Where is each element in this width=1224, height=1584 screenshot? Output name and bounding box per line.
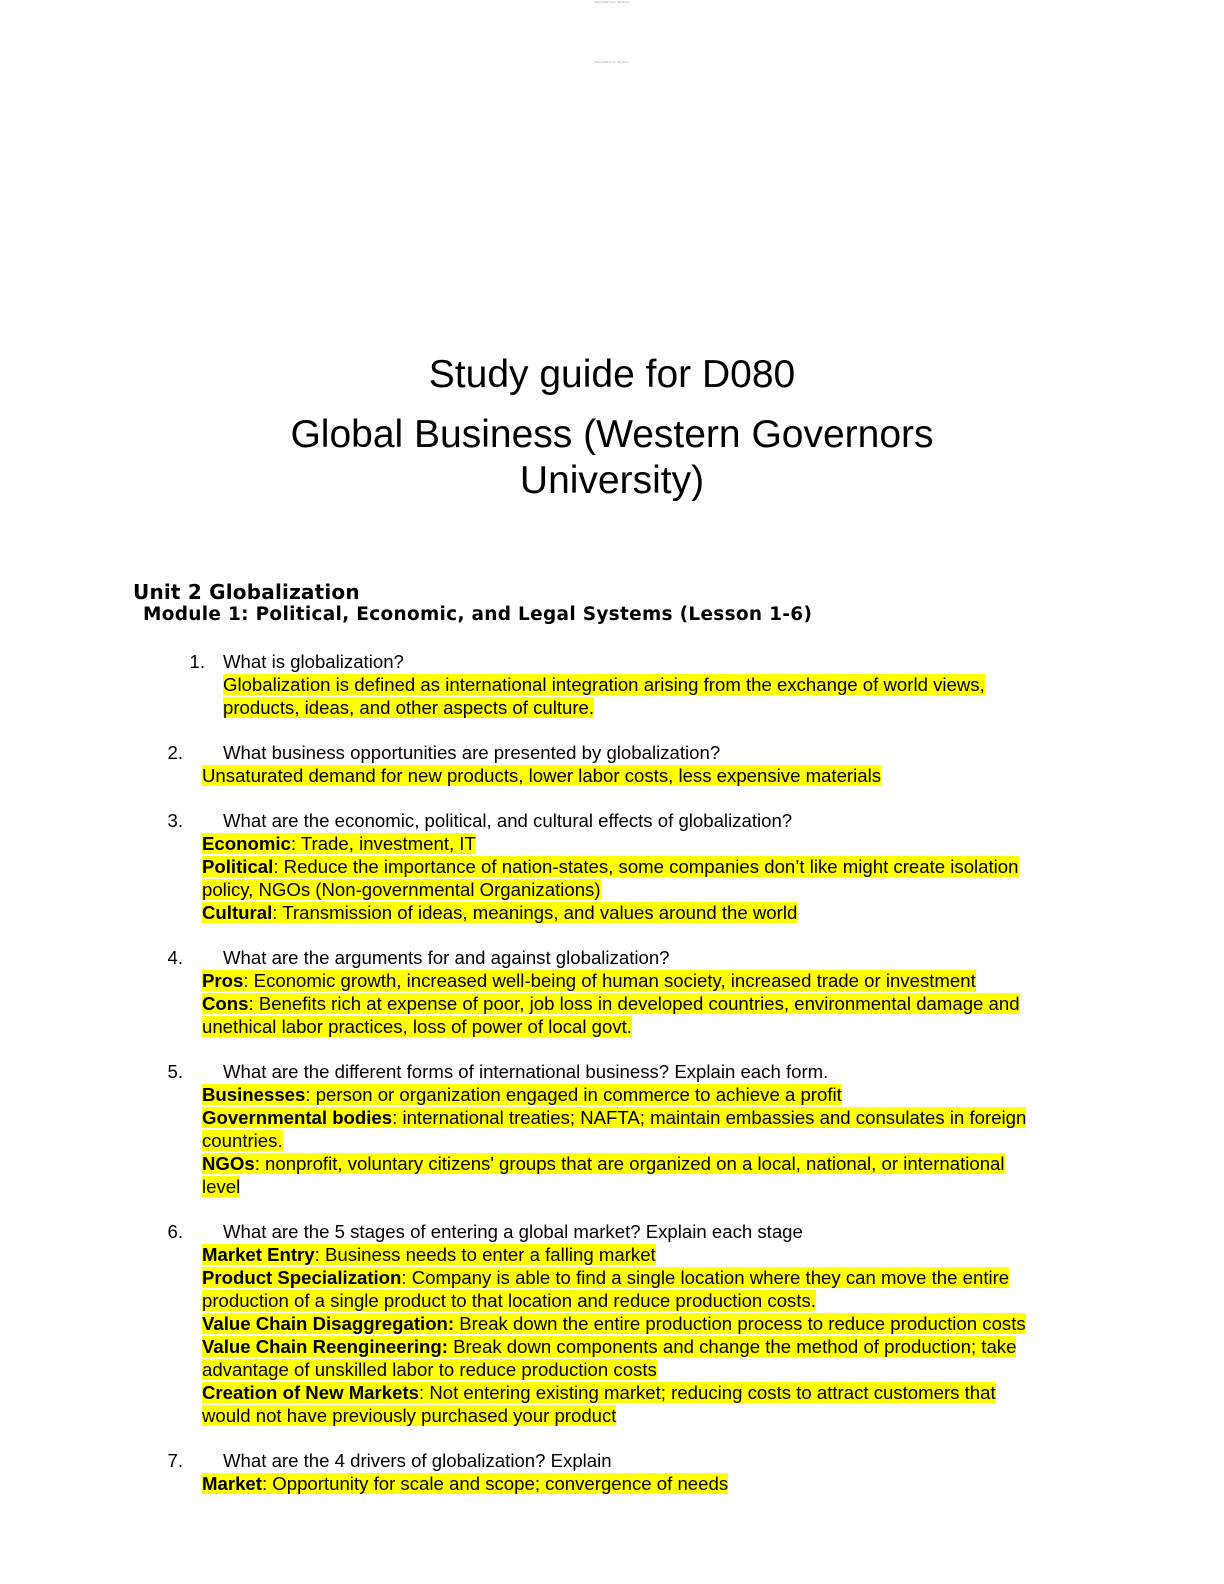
answer-line [202,1266,1032,1312]
answer-text: : Economic growth, increased well-being of human society, increased trade or investment [243,970,976,991]
header-watermark-top: Exported from Studocu [594,0,630,4]
title-line-1: Study guide for D080 [428,353,796,396]
answer-label: Value Chain Disaggregation: [202,1313,455,1334]
answer-text: : Transmission of ideas, meanings, and values around the world [272,902,798,923]
answer-label: Market [202,1473,262,1494]
question-number: 6. [167,1221,183,1242]
answer-line [202,992,1032,1038]
answer-line [223,673,1033,719]
answer-line [202,1381,1032,1427]
answer-text: : Company is able to find a single location where they can move the entire production of a single product to that location and reduce production costs. [202,1267,1010,1311]
question-item [0,1449,1224,1495]
answer-line [202,832,1032,855]
answer-label: Value Chain Reengineering: [202,1336,448,1357]
answer-text: : person or organization engaged in commerce to achieve a profit [305,1084,842,1105]
answer-line [202,1083,1032,1106]
answer-block [202,1243,1032,1427]
answer-block [202,832,1032,924]
answer-label: Product Specialization [202,1267,402,1288]
question-text: What are the economic, political, and cultural effects of globalization? [223,810,793,831]
question-text: What is globalization? [223,651,404,672]
answer-text: : nonprofit, voluntary citizens' groups that are organized on a local, national, or international level [202,1153,1005,1197]
answer-line [202,764,1032,787]
question-number: 2. [167,742,183,763]
answer-label: Cons [202,993,249,1014]
question-text: What business opportunities are presented by globalization? [223,742,721,763]
answer-label: Governmental bodies [202,1107,393,1128]
header-watermark-second: Exported from Studocu [594,60,630,64]
answer-block [202,1472,1032,1495]
answer-label: NGOs [202,1153,255,1174]
answer-text: Unsaturated demand for new products, lower labor costs, less expensive materials [202,765,881,786]
answer-text: : Not entering existing market; reducing costs to attract customers that would not have previously purchased your product [202,1382,996,1426]
answer-text: : Trade, investment, IT [290,833,476,854]
answer-line [202,1472,1032,1495]
question-number: 5. [167,1061,183,1082]
answer-text: : Business needs to enter a falling market [314,1244,656,1265]
answer-label: Businesses [202,1084,306,1105]
question-text: What are the 5 stages of entering a global market? Explain each stage [223,1221,803,1242]
answer-line [202,1106,1032,1152]
question-number: 1. [189,651,205,672]
question-item [0,650,1224,719]
question-number: 4. [167,947,183,968]
answer-label: Political [202,856,274,877]
answer-label: Economic [202,833,291,854]
question-item [0,741,1224,787]
question-text: What are the different forms of international business? Explain each form. [223,1061,829,1082]
answer-label: Creation of New Markets [202,1382,419,1403]
answer-line [202,901,1032,924]
answer-label: Cultural [202,902,273,923]
answer-line [202,855,1032,901]
answer-block [223,673,1033,719]
unit-heading: Unit 2 Globalization [133,580,360,604]
answer-block [202,969,1032,1038]
answer-line [202,1312,1032,1335]
answer-label: Pros [202,970,244,991]
answer-block [202,764,1032,787]
answer-line [202,1335,1032,1381]
question-item [0,1220,1224,1427]
question-item [0,809,1224,924]
answer-text: : international treaties; NAFTA; maintain embassies and consulates in foreign countries. [202,1107,1027,1151]
question-number: 7. [167,1450,183,1471]
answer-text: Globalization is defined as international integration arising from the exchange of world views, products, ideas, and other aspects of culture. [223,674,985,718]
question-text: What are the arguments for and against globalization? [223,947,670,968]
answer-line [202,1243,1032,1266]
question-text: What are the 4 drivers of globalization? Explain [223,1450,612,1471]
answer-text: : Reduce the importance of nation-states, some companies don’t like might create isolation policy, NGOs (Non-governmental Organizations) [202,856,1019,900]
answer-text: : Opportunity for scale and scope; convergence of needs [261,1473,729,1494]
question-item [0,946,1224,1038]
title-line-3: University) [519,459,705,502]
answer-text: Break down components and change the method of production; take advantage of unskilled labor to reduce production costs [202,1336,1017,1380]
question-item [0,1060,1224,1198]
question-list [0,650,1224,1517]
answer-line [202,1152,1032,1198]
module-heading: Module 1: Political, Economic, and Legal Systems (Lesson 1-6) [143,604,813,625]
answer-text: Break down the entire production process to reduce production costs [454,1313,1026,1334]
question-number: 3. [167,810,183,831]
answer-line [202,969,1032,992]
answer-text: : Benefits rich at expense of poor, job loss in developed countries, environmental damage and unethical labor practices, loss of power of local govt. [202,993,1020,1037]
title-line-2: Global Business (Western Governors [290,413,934,456]
answer-block [202,1083,1032,1198]
answer-label: Market Entry [202,1244,315,1265]
